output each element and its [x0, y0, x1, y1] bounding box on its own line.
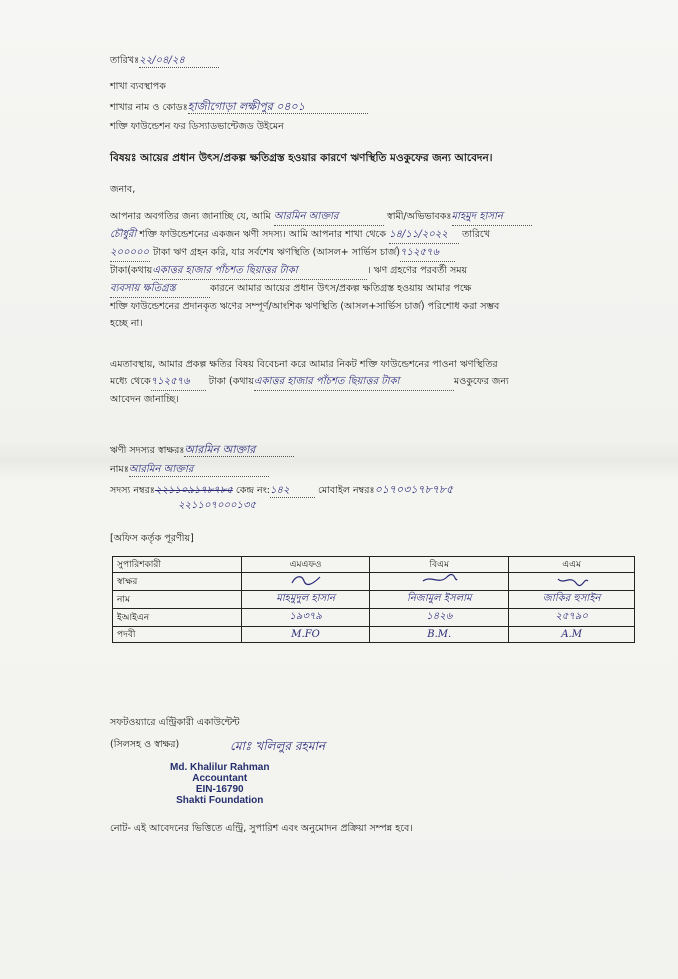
loan-balance: ৭১২৫৭৬	[400, 244, 455, 262]
member-signature-line	[110, 443, 294, 457]
table-cell: A.M	[509, 627, 635, 643]
loan-date: ১৪/১১/২০২২	[389, 226, 459, 244]
signature-scribble	[286, 573, 326, 587]
member-number-corrected: ২২১১০৭০০০১৩৫	[178, 500, 256, 511]
table-row	[113, 573, 635, 591]
loss-reason: ব্যবসায় ক্ষতিগ্রস্ত	[110, 280, 210, 298]
table-header-row	[113, 557, 635, 573]
center-number: ১৪২	[270, 484, 315, 498]
table-cell: ১৯৩৭৯	[242, 609, 370, 627]
text: মওকুফের জন্য	[453, 376, 509, 387]
member-no-label: সদস্য নম্বরঃ	[110, 485, 155, 496]
table-header: এমএফও	[242, 557, 370, 573]
approval-table	[112, 556, 635, 643]
waiver-in-words: একাত্তর হাজার পাঁচশত ছিয়াত্তর টাকা	[254, 373, 454, 391]
branch-label: শাখার নাম ও কোডঃ	[110, 102, 188, 113]
text: টাকা(কথায়	[110, 265, 153, 276]
table-row	[113, 591, 635, 609]
subject-line: বিষয়ঃ আয়ের প্রধান উৎস/প্রকল্প ক্ষতিগ্রস্ত হওয়ার কারণে ঋণস্থিতি মওকুফের জন্য আবেদন।	[110, 152, 493, 164]
accountant-signature: মোঃ খলিলুর রহমান	[230, 739, 326, 753]
member-name-line	[110, 463, 269, 477]
branch-line	[110, 100, 368, 114]
paragraph-2	[110, 356, 640, 408]
member-signature: আরমিন আক্তার	[184, 443, 294, 457]
signature-scribble	[552, 573, 592, 587]
salutation: জনাব,	[110, 184, 136, 195]
seal-ein: EIN-16790	[195, 784, 244, 795]
text: । ঋণ গ্রহণের পরবর্তী সময়	[367, 265, 468, 276]
table-cell: ১৪২৬	[370, 609, 509, 627]
para1-line-6: শক্তি ফাউন্ডেশনের প্রদানকৃত ঋণের সম্পূর্ণ/আংশিক ঋণস্থিতি (আসল+সার্ভিস চার্জ) পরিশোধ করা সম্ভব	[110, 301, 500, 312]
recipient-title: শাখা ব্যবস্থাপক	[110, 81, 166, 92]
member-sign-label: ঋণী সদস্যর স্বাক্ষরঃ	[110, 445, 185, 456]
para1-line-3	[110, 244, 640, 262]
row-label: ইআইএন	[113, 609, 242, 627]
seal-title: Accountant	[192, 773, 248, 784]
accountant-seal-label: (সিলসহ ও স্বাক্ষর)	[110, 739, 180, 750]
member-name-label: নামঃ	[110, 464, 129, 475]
para1-line-5	[110, 280, 640, 298]
date-line	[110, 54, 219, 68]
text: তারিখে	[462, 229, 490, 240]
loan-amount: ২০০০০০	[110, 244, 150, 262]
row-label: স্বাক্ষর	[113, 573, 242, 591]
para1-line-7: হচ্ছে না।	[110, 318, 143, 329]
table-header: বিএম	[370, 557, 509, 573]
table-cell: নিজামুল ইসলাম	[370, 591, 509, 609]
date-label: তারিখঃ	[110, 55, 140, 66]
row-label: নাম	[113, 591, 242, 609]
row-label: পদবী	[113, 627, 242, 643]
center-label: কেন্দ্র নং:	[235, 485, 271, 496]
table-header: সুপারিশকারী	[113, 557, 242, 573]
table-row	[113, 627, 635, 643]
table-cell: M.FO	[242, 627, 370, 643]
text: মধ্যে থেকে	[110, 376, 151, 387]
date-value: ২২/০৪/২৪	[139, 54, 219, 68]
text: টাকা (কথায়	[208, 376, 254, 387]
para2-line-2	[110, 373, 640, 391]
table-cell: ২৫৭৯০	[509, 609, 635, 627]
text: শক্তি ফাউন্ডেশনের একজন ঋণী সদস্য। আমি আপনার শাখা থেকে	[139, 229, 387, 240]
text: টাকা ঋণ গ্রহন করি, যার সর্বশেষ ঋণস্থিতি (আসল+ সার্ভিস চার্জ)	[153, 247, 400, 258]
guardian-name: মাহমুদ হাসান	[452, 208, 532, 226]
footer-note: নোট- এই আবেদনের ভিত্তিতে এন্ট্রি, সুপারিশ এবং অনুমোদন প্রক্রিয়া সম্পন্ন হবে।	[110, 823, 413, 834]
para2-line-3: আবেদন জানাচ্ছি।	[110, 394, 179, 405]
member-number: ২২১১০৯১৭৮৭৮৫	[154, 485, 233, 496]
para1-line-2	[110, 226, 640, 244]
signature-cell	[242, 573, 370, 591]
signature-scribble	[419, 573, 459, 587]
seal-organization: Shakti Foundation	[176, 795, 264, 806]
branch-value: হাজীগোড়া লক্ষীপুর ০৪০১	[188, 100, 368, 114]
waiver-amount: ৭১২৫৭৬	[151, 373, 206, 391]
para1-line-1	[110, 208, 640, 226]
signature-cell	[509, 573, 635, 591]
organization-line: শক্তি ফাউন্ডেশন ফর ডিস্যাডভান্টেজড উইমেন	[110, 121, 284, 132]
accountant-seal	[170, 762, 269, 806]
table-cell: জাকির হুসাইন	[509, 591, 635, 609]
mobile-label: মোবাইল নম্বরঃ	[318, 485, 375, 496]
accountant-title: সফটওয়্যারে এন্ট্রিকারী একাউন্টেন্ট	[110, 717, 240, 728]
balance-in-words: একাত্তর হাজার পাঁচশত ছিয়াত্তর টাকা	[152, 262, 367, 280]
para1-line-4	[110, 262, 640, 280]
signature-cell	[370, 573, 509, 591]
seal-name: Md. Khalilur Rahman	[170, 762, 270, 773]
para2-line-1: এমতাবস্থায়, আমার প্রকল্প ক্ষতির বিষয় বিবেচনা করে আমার নিকট শক্তি ফাউন্ডেশনের পাওনা ঋণস্থিতির	[110, 359, 498, 370]
table-row	[113, 609, 635, 627]
table-header: এএম	[509, 557, 635, 573]
mobile-number: ০১৭০৩১৭৮৭৮৫	[374, 483, 454, 496]
member-number-line	[110, 483, 453, 498]
text: কারনে আমার আয়ের প্রধান উৎস/প্রকল্প ক্ষতিগ্রস্ত হওয়ায় আমার পক্ষে	[210, 283, 472, 294]
table-cell: মাহমুদুল হাসান	[242, 591, 370, 609]
paragraph-1	[110, 208, 640, 332]
text: স্বামী/অভিভাবকঃ	[386, 211, 452, 222]
applicant-name: আরমিন আক্তার	[274, 208, 384, 226]
member-name: আরমিন আক্তার	[129, 463, 269, 477]
office-use-label: [অফিস কর্তৃক পূরণীয়]	[110, 533, 194, 544]
table-cell: B.M.	[370, 627, 509, 643]
text: আপনার অবগতির জন্য জানাচ্ছি যে, আমি	[110, 211, 271, 222]
guardian-name-cont: চৌধুরী	[110, 229, 137, 240]
